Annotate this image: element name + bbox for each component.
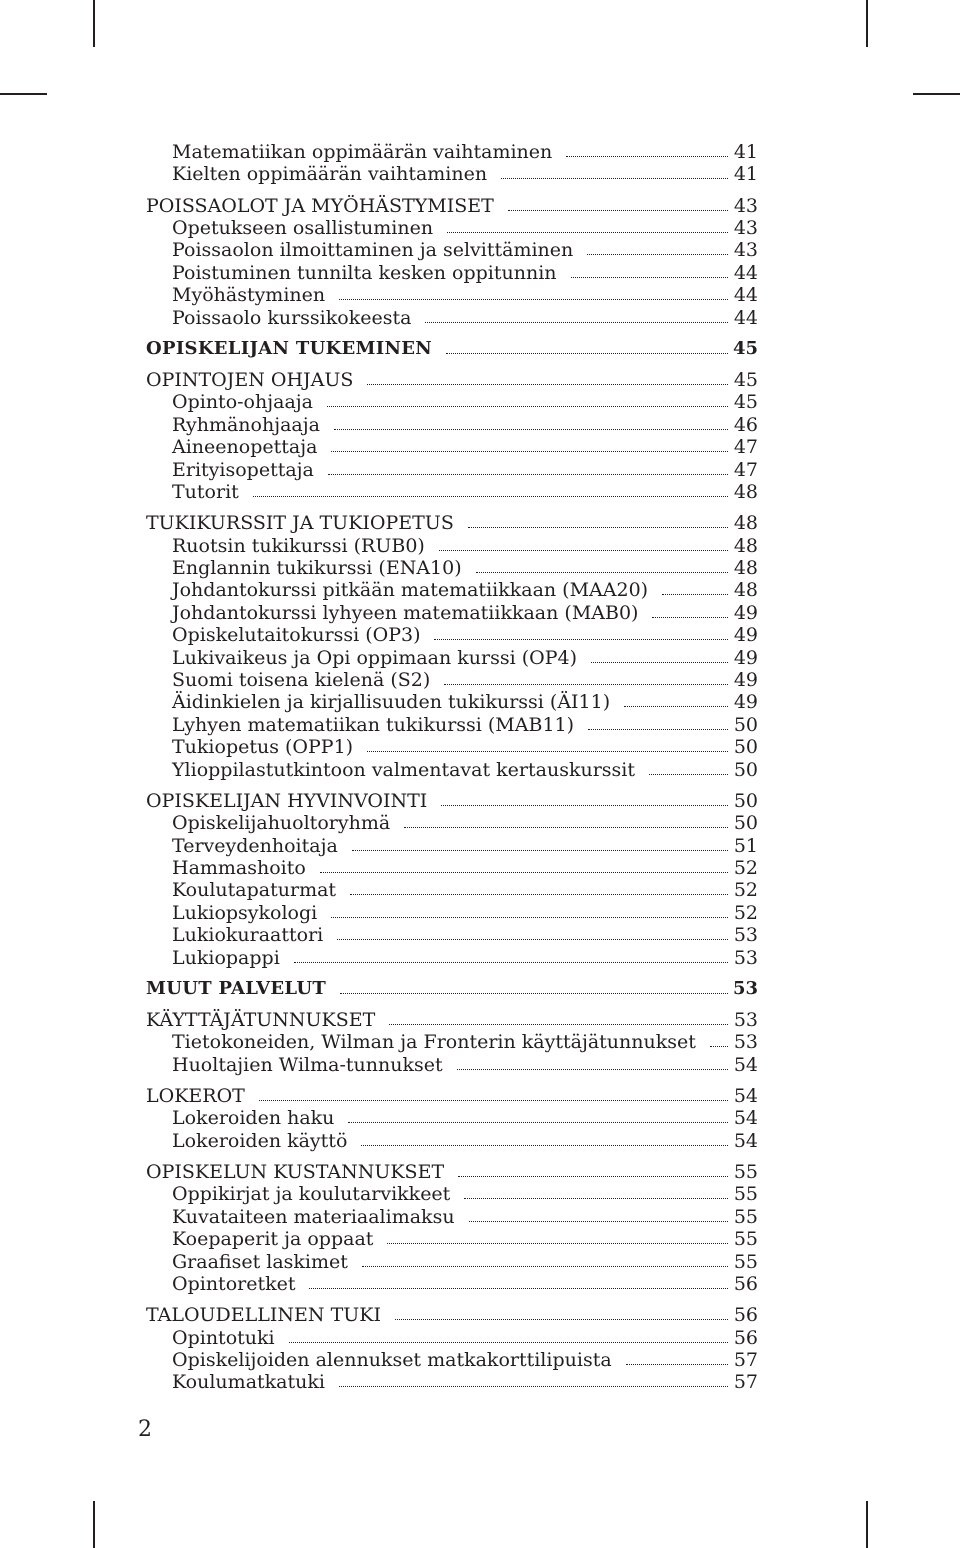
toc-leader-dots <box>339 299 728 300</box>
toc-entry-page: 49 <box>733 669 758 691</box>
toc-leader-dots <box>444 684 728 685</box>
toc-entry-label: Englannin tukikurssi (ENA10) <box>172 557 462 579</box>
toc-entry-label: POISSAOLOT JA MYÖHÄSTYMISET <box>146 195 494 217</box>
toc-entry-label: Lukiokuraattori <box>172 924 324 946</box>
toc-entry-page: 55 <box>733 1183 758 1205</box>
toc-entry <box>0 1227 960 1251</box>
toc-entry-page: 52 <box>733 902 758 924</box>
toc-entry <box>0 368 960 392</box>
toc-entry-page: 45 <box>733 391 758 413</box>
toc-entry-page: 55 <box>733 1228 758 1250</box>
toc-leader-dots <box>439 550 728 551</box>
toc-leader-dots <box>387 1243 728 1244</box>
toc-entry <box>0 578 960 602</box>
toc-leader-dots <box>446 353 728 354</box>
toc-entry <box>0 1160 960 1184</box>
toc-leader-dots <box>334 429 728 430</box>
toc-leader-dots <box>367 751 728 752</box>
toc-entry-label: Terveydenhoitaja <box>172 835 338 857</box>
toc-leader-dots <box>571 277 728 278</box>
toc-entry <box>0 283 960 307</box>
toc-entry-label: TALOUDELLINEN TUKI <box>146 1304 381 1326</box>
toc-entry-page: 56 <box>733 1304 758 1326</box>
toc-entry <box>0 623 960 647</box>
toc-entry <box>0 789 960 813</box>
toc-entry-page: 52 <box>733 879 758 901</box>
toc-entry <box>0 668 960 692</box>
toc-leader-dots <box>457 1069 728 1070</box>
toc-entry-label: Johdantokurssi pitkään matematiikkaan (MAA20) <box>172 579 649 601</box>
toc-entry <box>0 1182 960 1206</box>
toc-entry-page: 50 <box>733 790 758 812</box>
toc-entry <box>0 1008 960 1032</box>
toc-entry-page: 50 <box>733 812 758 834</box>
toc-entry-label: Suomi toisena kielenä (S2) <box>172 669 431 691</box>
toc-entry-label: OPISKELIJAN TUKEMINEN <box>146 338 433 359</box>
toc-entry-label: Opinto-ohjaaja <box>172 391 313 413</box>
toc-entry-label: Lokeroiden käyttö <box>172 1130 348 1152</box>
toc-leader-dots <box>320 872 728 873</box>
toc-leader-dots <box>289 1342 728 1343</box>
toc-entry-page: 53 <box>733 1009 758 1031</box>
toc-entry-label: Tukiopetus (OPP1) <box>172 736 354 758</box>
toc-entry-label: Graafiset laskimet <box>172 1251 348 1273</box>
toc-leader-dots <box>587 254 728 255</box>
toc-entry <box>0 923 960 947</box>
toc-entry-label: Tutorit <box>172 481 239 503</box>
toc-entry <box>0 1250 960 1274</box>
toc-entry-label: Opintotuki <box>172 1327 275 1349</box>
toc-entry-label: Lukivaikeus ja Opi oppimaan kurssi (OP4) <box>172 647 577 669</box>
toc-entry <box>0 413 960 437</box>
toc-entry-page: 44 <box>733 307 758 329</box>
toc-entry-label: Opiskelijahuoltoryhmä <box>172 812 391 834</box>
toc-entry <box>0 1129 960 1153</box>
toc-entry-page: 49 <box>733 691 758 713</box>
toc-entry <box>0 1106 960 1130</box>
toc-entry-page: 51 <box>733 835 758 857</box>
toc-leader-dots <box>404 827 728 828</box>
toc-entry-label: Lyhyen matematiikan tukikurssi (MAB11) <box>172 714 575 736</box>
toc-entry-page: 49 <box>733 647 758 669</box>
toc-entry-label: LOKEROT <box>146 1085 245 1107</box>
toc-leader-dots <box>501 178 728 179</box>
toc-entry-label: Tietokoneiden, Wilman ja Fronterin käyttäjätunnukset <box>172 1031 696 1053</box>
toc-leader-dots <box>327 406 728 407</box>
toc-leader-dots <box>710 1046 728 1047</box>
toc-leader-dots <box>361 1145 728 1146</box>
toc-entry <box>0 1370 960 1394</box>
toc-entry-page: 48 <box>733 579 758 601</box>
toc-leader-dots <box>294 962 728 963</box>
toc-entry-label: OPISKELIJAN HYVINVOINTI <box>146 790 428 812</box>
toc-entry-label: OPISKELUN KUSTANNUKSET <box>146 1161 445 1183</box>
toc-entry-page: 54 <box>733 1130 758 1152</box>
toc-entry-label: Myöhästyminen <box>172 284 326 306</box>
toc-entry-label: Ryhmänohjaaja <box>172 414 320 436</box>
toc-entry-label: Opiskelutaitokurssi (OP3) <box>172 624 421 646</box>
toc-entry-page: 49 <box>733 624 758 646</box>
toc-entry-page: 57 <box>733 1349 758 1371</box>
toc-entry-label: Poissaolon ilmoittaminen ja selvittäminen <box>172 239 574 261</box>
page-number: 2 <box>138 1417 152 1442</box>
toc-entry-page: 44 <box>733 284 758 306</box>
toc-entry-label: Äidinkielen ja kirjallisuuden tukikurssi (ÄI11) <box>172 691 611 713</box>
toc-entry-page: 56 <box>733 1273 758 1295</box>
toc-entry-page: 56 <box>733 1327 758 1349</box>
toc-entry <box>0 1303 960 1327</box>
toc-entry <box>0 480 960 504</box>
toc-entry <box>0 856 960 880</box>
toc-leader-dots <box>652 617 728 618</box>
toc-leader-dots <box>566 156 728 157</box>
toc-entry <box>0 977 960 1001</box>
toc-entry-label: Ruotsin tukikurssi (RUB0) <box>172 535 425 557</box>
toc-leader-dots <box>476 572 728 573</box>
toc-leader-dots <box>425 322 728 323</box>
toc-leader-dots <box>340 993 728 994</box>
toc-entry <box>0 337 960 361</box>
toc-entry <box>0 811 960 835</box>
toc-entry-label: Kielten oppimäärän vaihtaminen <box>172 163 488 185</box>
toc-entry-label: Opintoretket <box>172 1273 296 1295</box>
toc-leader-dots <box>508 210 728 211</box>
toc-entry <box>0 194 960 218</box>
toc-leader-dots <box>339 1386 728 1387</box>
toc-entry-label: Aineenopettaja <box>172 436 318 458</box>
toc-entry <box>0 1084 960 1108</box>
toc-leader-dots <box>469 1221 728 1222</box>
toc-leader-dots <box>331 451 728 452</box>
toc-entry-page: 55 <box>733 1161 758 1183</box>
toc-entry <box>0 601 960 625</box>
toc-leader-dots <box>649 774 728 775</box>
toc-entry-page: 48 <box>733 481 758 503</box>
toc-entry-label: Koulutapaturmat <box>172 879 337 901</box>
toc-entry-label: Erityisopettaja <box>172 459 314 481</box>
toc-entry <box>0 534 960 558</box>
toc-entry-label: Opiskelijoiden alennukset matkakorttilipuista <box>172 1349 612 1371</box>
toc-entry <box>0 901 960 925</box>
toc-entry <box>0 556 960 580</box>
toc-entry <box>0 261 960 285</box>
toc-entry-page: 50 <box>733 736 758 758</box>
toc-entry <box>0 1326 960 1350</box>
toc-entry-page: 47 <box>733 436 758 458</box>
toc-entry <box>0 511 960 535</box>
toc-entry <box>0 238 960 262</box>
toc-entry-page: 46 <box>733 414 758 436</box>
toc-entry <box>0 1053 960 1077</box>
toc-entry <box>0 758 960 782</box>
toc-entry-label: KÄYTTÄJÄTUNNUKSET <box>146 1009 376 1031</box>
toc-leader-dots <box>350 894 728 895</box>
toc-entry <box>0 690 960 714</box>
toc-leader-dots <box>468 527 728 528</box>
toc-entry-page: 41 <box>733 141 758 163</box>
toc-leader-dots <box>441 805 728 806</box>
toc-entry-page: 44 <box>733 262 758 284</box>
toc-leader-dots <box>588 729 728 730</box>
toc-entry-page: 45 <box>732 338 758 359</box>
toc-entry-page: 47 <box>733 459 758 481</box>
toc-entry-page: 48 <box>733 557 758 579</box>
toc-entry-label: Lokeroiden haku <box>172 1107 335 1129</box>
toc-leader-dots <box>624 706 728 707</box>
toc-entry-label: Poissaolo kurssikokeesta <box>172 307 412 329</box>
toc-entry <box>0 834 960 858</box>
toc-entry <box>0 1030 960 1054</box>
toc-entry-page: 43 <box>733 217 758 239</box>
toc-entry-page: 52 <box>733 857 758 879</box>
toc-leader-dots <box>328 474 728 475</box>
toc-entry <box>0 140 960 164</box>
toc-leader-dots <box>362 1266 728 1267</box>
toc-leader-dots <box>591 662 728 663</box>
toc-entry <box>0 646 960 670</box>
toc-entry-label: Huoltajien Wilma-tunnukset <box>172 1054 443 1076</box>
toc-entry-page: 48 <box>733 535 758 557</box>
toc-leader-dots <box>367 384 728 385</box>
toc-entry-page: 49 <box>733 602 758 624</box>
toc-entry-page: 41 <box>733 163 758 185</box>
toc-leader-dots <box>309 1288 728 1289</box>
toc-leader-dots <box>348 1122 728 1123</box>
toc-leader-dots <box>389 1024 728 1025</box>
toc-leader-dots <box>458 1176 728 1177</box>
toc-entry-page: 54 <box>733 1107 758 1129</box>
toc-entry-page: 50 <box>733 759 758 781</box>
toc-entry-label: Lukiopappi <box>172 947 280 969</box>
toc-leader-dots <box>259 1100 728 1101</box>
toc-entry-page: 57 <box>733 1371 758 1393</box>
toc-entry <box>0 1348 960 1372</box>
toc-entry <box>0 735 960 759</box>
toc-entry-label: TUKIKURSSIT JA TUKIOPETUS <box>146 512 454 534</box>
toc-entry-label: MUUT PALVELUT <box>146 978 327 999</box>
toc-entry-label: Ylioppilastutkintoon valmentavat kertauskurssit <box>172 759 635 781</box>
toc-entry <box>0 306 960 330</box>
toc-entry-label: Koulumatkatuki <box>172 1371 325 1393</box>
toc-entry-label: Poistuminen tunnilta kesken oppitunnin <box>172 262 557 284</box>
toc-entry-label: Lukiopsykologi <box>172 902 318 924</box>
toc-entry <box>0 458 960 482</box>
toc-leader-dots <box>662 594 728 595</box>
toc-entry-page: 54 <box>733 1054 758 1076</box>
toc-leader-dots <box>352 850 728 851</box>
toc-leader-dots <box>464 1198 728 1199</box>
toc-entry <box>0 216 960 240</box>
toc-entry-page: 53 <box>733 924 758 946</box>
toc-entry-page: 50 <box>733 714 758 736</box>
toc-entry <box>0 878 960 902</box>
toc-leader-dots <box>337 939 728 940</box>
toc-entry-page: 45 <box>733 369 758 391</box>
toc-entry-page: 53 <box>733 1031 758 1053</box>
toc-entry-page: 43 <box>733 239 758 261</box>
toc-entry <box>0 713 960 737</box>
toc-entry-page: 43 <box>733 195 758 217</box>
toc-entry <box>0 1272 960 1296</box>
toc-entry <box>0 162 960 186</box>
toc-entry-label: Hammashoito <box>172 857 306 879</box>
toc-leader-dots <box>447 232 728 233</box>
toc-entry-page: 55 <box>733 1251 758 1273</box>
toc-entry-page: 53 <box>732 978 758 999</box>
toc-entry-page: 54 <box>733 1085 758 1107</box>
toc-entry <box>0 1205 960 1229</box>
toc-entry-label: OPINTOJEN OHJAUS <box>146 369 354 391</box>
toc-entry-label: Oppikirjat ja koulutarvikkeet <box>172 1183 451 1205</box>
toc-entry-label: Opetukseen osallistuminen <box>172 217 434 239</box>
toc-entry-label: Koepaperit ja oppaat <box>172 1228 374 1250</box>
toc-leader-dots <box>331 917 728 918</box>
toc-entry-page: 48 <box>733 512 758 534</box>
toc-leader-dots <box>395 1319 728 1320</box>
toc-entry-label: Matematiikan oppimäärän vaihtaminen <box>172 141 553 163</box>
toc-entry-label: Johdantokurssi lyhyeen matematiikkaan (MAB0) <box>172 602 639 624</box>
toc-leader-dots <box>253 496 728 497</box>
toc-leader-dots <box>626 1364 728 1365</box>
toc-entry <box>0 390 960 414</box>
toc-entry-page: 55 <box>733 1206 758 1228</box>
toc-entry-page: 53 <box>733 947 758 969</box>
toc-entry-label: Kuvataiteen materiaalimaksu <box>172 1206 455 1228</box>
toc-entry <box>0 435 960 459</box>
toc-entry <box>0 946 960 970</box>
toc-leader-dots <box>434 639 728 640</box>
